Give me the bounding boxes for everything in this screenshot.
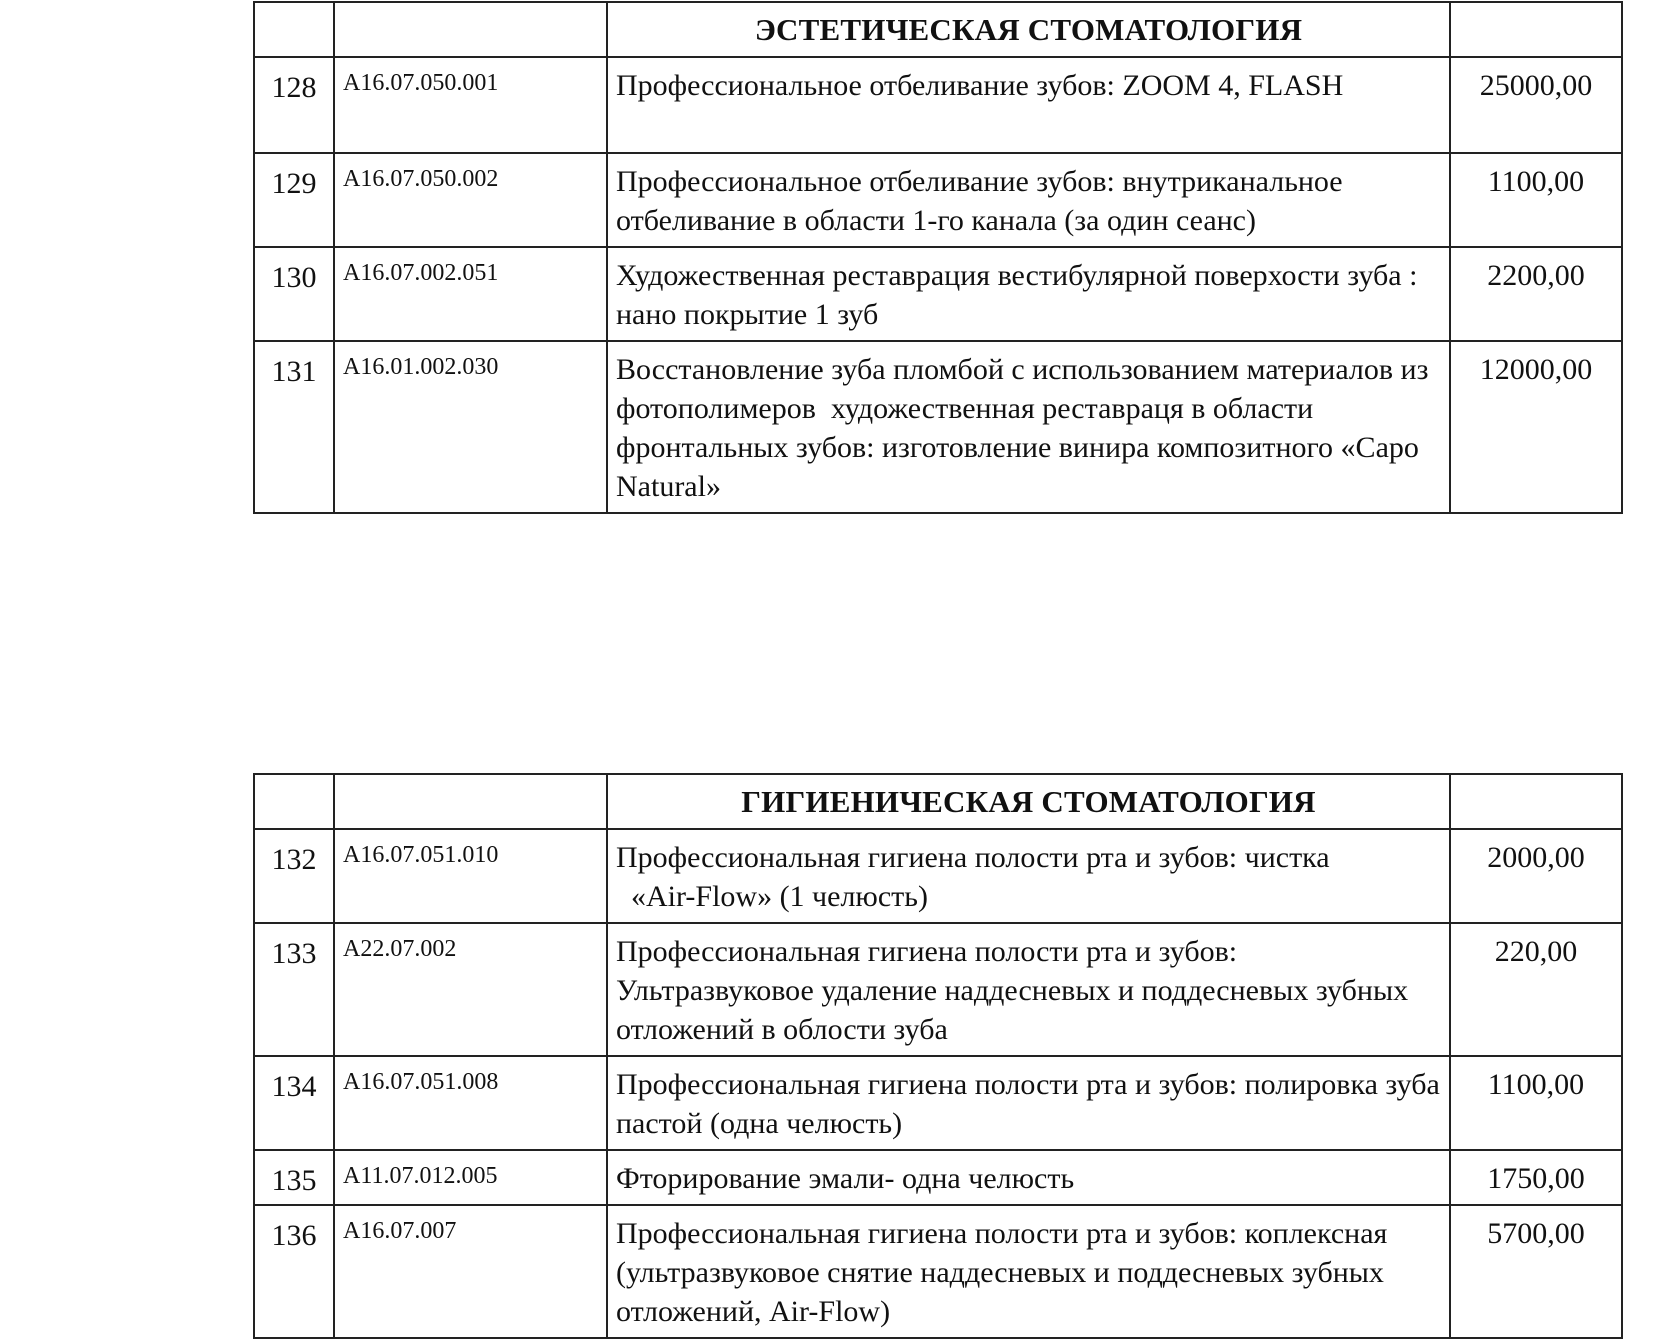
row-number: 128 — [254, 57, 334, 153]
service-name: Профессиональное отбеливание зубов: ZOOM 4, FLASH — [607, 57, 1450, 153]
aesthetic-price-table — [253, 1, 1623, 514]
service-price: 1100,00 — [1450, 1056, 1622, 1150]
section-title: ЭСТЕТИЧЕСКАЯ СТОМАТОЛОГИЯ — [607, 2, 1450, 57]
section-header-row — [254, 774, 1622, 829]
service-name: Профессиональная гигиена полости рта и зубов: коплексная (ультразвуковое снятие наддесневых и поддесневых зубных отложений, Air-Flow) — [607, 1205, 1450, 1338]
table-row — [254, 829, 1622, 923]
service-price: 2200,00 — [1450, 247, 1622, 341]
service-price: 1750,00 — [1450, 1150, 1622, 1205]
table-row — [254, 1150, 1622, 1205]
service-code: А16.07.007 — [334, 1205, 607, 1338]
row-number: 136 — [254, 1205, 334, 1338]
header-price-cell — [1450, 774, 1622, 829]
table-row — [254, 923, 1622, 1056]
service-code: А16.07.051.008 — [334, 1056, 607, 1150]
service-price: 25000,00 — [1450, 57, 1622, 153]
service-code: А16.07.002.051 — [334, 247, 607, 341]
header-num-cell — [254, 2, 334, 57]
table-row — [254, 57, 1622, 153]
service-code: А16.07.050.002 — [334, 153, 607, 247]
header-code-cell — [334, 774, 607, 829]
service-price: 12000,00 — [1450, 341, 1622, 513]
service-code: А22.07.002 — [334, 923, 607, 1056]
row-number: 135 — [254, 1150, 334, 1205]
service-price: 2000,00 — [1450, 829, 1622, 923]
service-code: А16.01.002.030 — [334, 341, 607, 513]
service-code: А11.07.012.005 — [334, 1150, 607, 1205]
table-row — [254, 1205, 1622, 1338]
service-name: Профессиональная гигиена полости рта и зубов: чистка «Air-Flow» (1 челюсть) — [607, 829, 1450, 923]
hygiene-price-table — [253, 773, 1623, 1339]
table-row — [254, 247, 1622, 341]
section-title: ГИГИЕНИЧЕСКАЯ СТОМАТОЛОГИЯ — [607, 774, 1450, 829]
service-name: Фторирование эмали- одна челюсть — [607, 1150, 1450, 1205]
service-code: А16.07.051.010 — [334, 829, 607, 923]
header-code-cell — [334, 2, 607, 57]
service-name: Профессиональная гигиена полости рта и зубов: Ультразвуковое удаление наддесневых и поддесневых зубных отложений в облости зуба — [607, 923, 1450, 1056]
service-price: 1100,00 — [1450, 153, 1622, 247]
section-header-row — [254, 2, 1622, 57]
row-number: 129 — [254, 153, 334, 247]
service-name: Профессиональная гигиена полости рта и зубов: полировка зуба пастой (одна челюсть) — [607, 1056, 1450, 1150]
row-number: 130 — [254, 247, 334, 341]
service-name: Профессиональное отбеливание зубов: внутриканальное отбеливание в области 1-го канала (за один сеанс) — [607, 153, 1450, 247]
header-price-cell — [1450, 2, 1622, 57]
header-num-cell — [254, 774, 334, 829]
service-name: Художественная реставрация вестибулярной поверхости зуба : нано покрытие 1 зуб — [607, 247, 1450, 341]
table-row — [254, 153, 1622, 247]
service-price: 5700,00 — [1450, 1205, 1622, 1338]
row-number: 131 — [254, 341, 334, 513]
service-price: 220,00 — [1450, 923, 1622, 1056]
service-name: Восстановление зуба пломбой с использованием материалов из фотополимеров художественная реставраця в области фронтальных зубов: изготовление винира композитного «Capo Natural» — [607, 341, 1450, 513]
table-row — [254, 1056, 1622, 1150]
service-code: А16.07.050.001 — [334, 57, 607, 153]
row-number: 133 — [254, 923, 334, 1056]
table-row — [254, 341, 1622, 513]
row-number: 134 — [254, 1056, 334, 1150]
row-number: 132 — [254, 829, 334, 923]
